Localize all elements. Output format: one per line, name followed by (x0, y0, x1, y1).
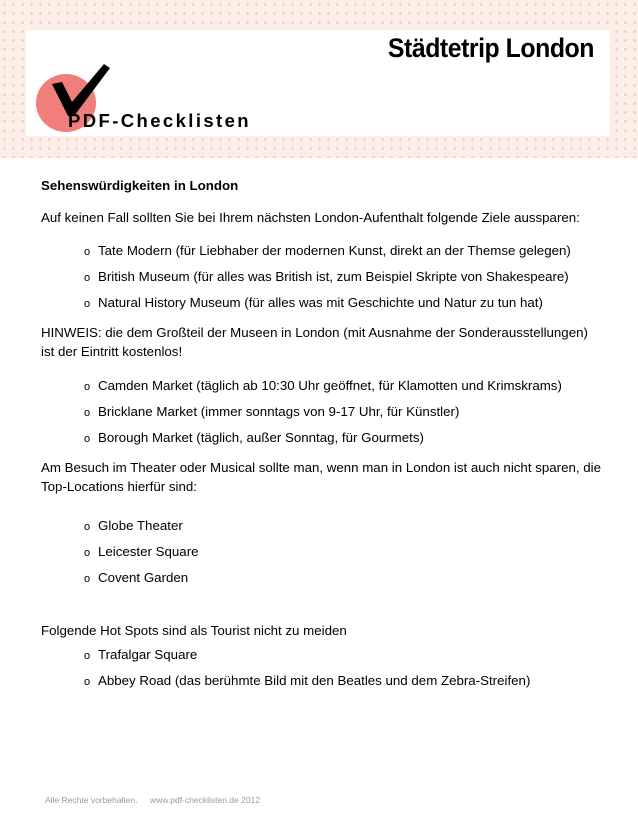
bullet-icon: o (84, 650, 91, 662)
theater-paragraph: Am Besuch im Theater oder Musical sollte man, wenn man in London ist auch nicht sparen, die Top-Locations hierfür sind: (41, 460, 601, 494)
list-item-text: Camden Market (täglich ab 10:30 Uhr geöffnet, für Klamotten und Krimskrams) (98, 378, 562, 393)
hotspots-list (41, 645, 601, 692)
market-list (41, 376, 601, 449)
hotspots-paragraph: Folgende Hot Spots sind als Tourist nicht zu meiden (41, 623, 347, 638)
list-item (84, 516, 601, 537)
document-body (41, 176, 601, 697)
note-paragraph: HINWEIS: die dem Großteil der Museen in London (mit Ausnahme der Sonderausstellungen) ist der Eintritt kostenlos! (41, 325, 588, 359)
list-item-text: Covent Garden (98, 570, 189, 585)
list-item-text: Abbey Road (das berühmte Bild mit den Beatles und dem Zebra-Streifen) (98, 673, 531, 688)
list-item-text: Trafalgar Square (98, 647, 198, 662)
list-item (84, 402, 601, 423)
theater-list (41, 516, 601, 589)
list-item-text: Borough Market (täglich, außer Sonntag, für Gourmets) (98, 430, 424, 445)
intro-paragraph: Auf keinen Fall sollten Sie bei Ihrem nächsten London-Aufenthalt folgende Ziele aussparen: (41, 210, 580, 225)
list-item (84, 293, 601, 314)
bullet-icon: o (84, 407, 91, 419)
museum-list (41, 241, 601, 314)
section-heading: Sehenswürdigkeiten in London (41, 178, 239, 193)
list-item-text: Bricklane Market (immer sonntags von 9-17 Uhr, für Künstler) (98, 404, 460, 419)
list-item (84, 376, 601, 397)
list-item (84, 671, 601, 692)
bullet-icon: o (84, 521, 91, 533)
bullet-icon: o (84, 272, 91, 284)
bullet-icon: o (84, 547, 91, 559)
bullet-icon: o (84, 381, 91, 393)
footer-rights: Alle Rechte vorbehalten. (45, 795, 138, 805)
bullet-icon: o (84, 246, 91, 258)
bullet-icon: o (84, 298, 91, 310)
footer (45, 795, 270, 805)
list-item-text: Natural History Museum (für alles was mit Geschichte und Natur zu tun hat) (98, 295, 543, 310)
footer-url: www.pdf-checklisten.de 2012 (150, 795, 261, 805)
bullet-icon: o (84, 433, 91, 445)
list-item (84, 267, 601, 288)
bullet-icon: o (84, 573, 91, 585)
document-title: Städtetrip London (387, 33, 594, 63)
list-item-text: British Museum (für alles was British ist, zum Beispiel Skripte von Shakespeare) (98, 269, 569, 284)
list-item (84, 645, 601, 666)
logo-text: PDF-Checklisten (68, 110, 252, 131)
list-item (84, 542, 601, 563)
bullet-icon: o (84, 676, 91, 688)
list-item-text: Leicester Square (98, 544, 199, 559)
list-item-text: Tate Modern (für Liebhaber der modernen Kunst, direkt an der Themse gelegen) (98, 243, 571, 258)
list-item (84, 428, 601, 449)
list-item (84, 568, 601, 589)
list-item-text: Globe Theater (98, 518, 183, 533)
list-item (84, 241, 601, 262)
